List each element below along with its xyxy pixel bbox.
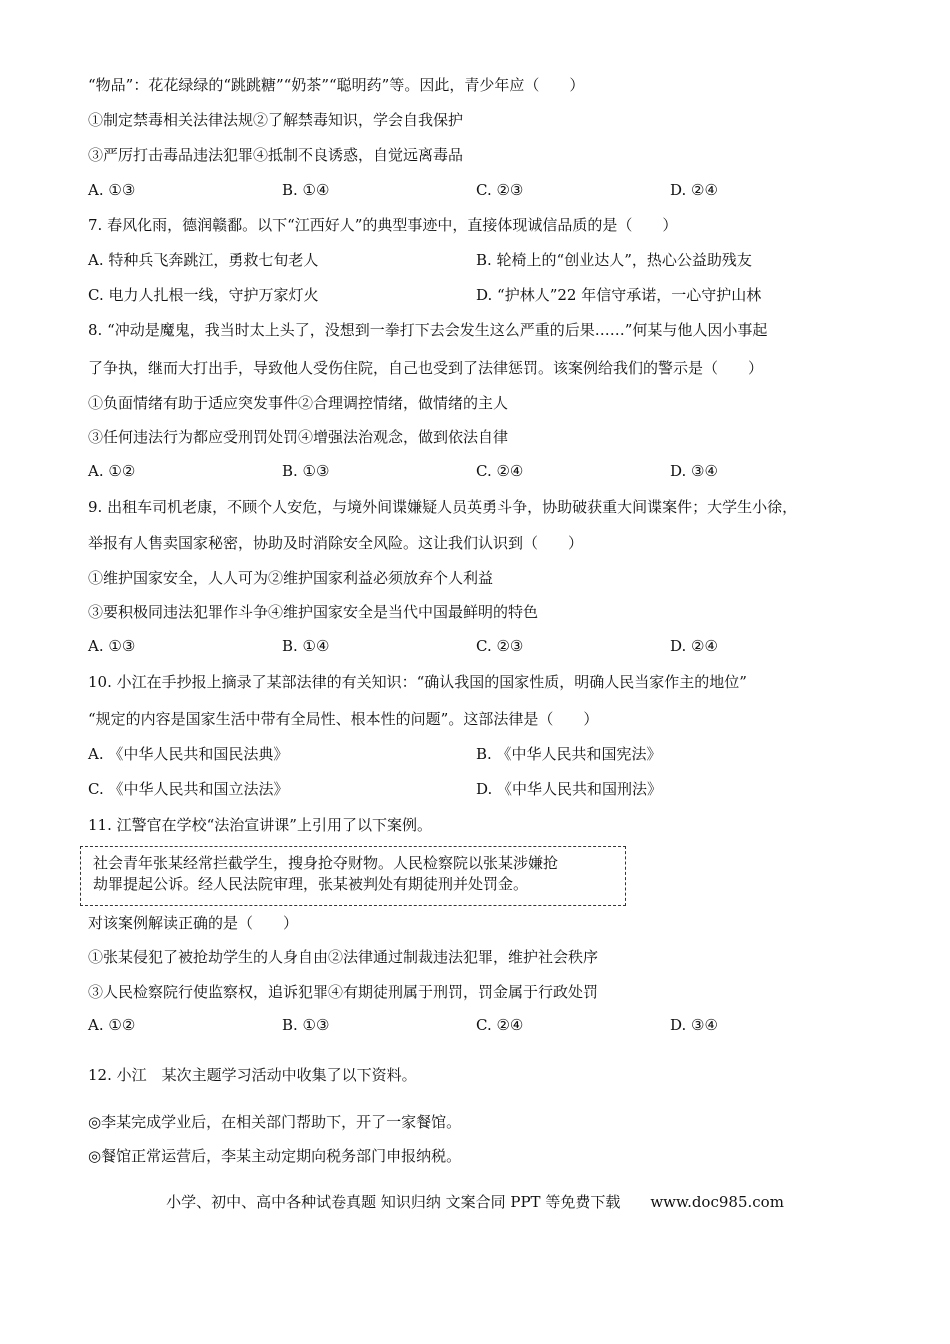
question-12-material-1: ◎李某完成学业后，在相关部门帮助下，开了一家餐馆。 — [88, 1113, 462, 1131]
q8-option-c: C. ②④ — [476, 462, 524, 480]
q7-option-b: B. 轮椅上的“创业达人”，热心公益助残友 — [476, 251, 752, 269]
question-9-stem-1: 9. 出租车司机老康，不顾个人安危，与境外间谍嫌疑人员英勇斗争，协助破获重大间谍案件；大学生小徐， — [88, 498, 798, 516]
question-8-stem-1: 8. “冲动是魔鬼，我当时太上头了，没想到一拳打下去会发生这么严重的后果……”何某与他人因小事起 — [88, 321, 768, 339]
question-6-statement-1: ①制定禁毒相关法律法规②了解禁毒知识，学会自我保护 — [88, 111, 464, 129]
question-9-statement-2: ③要积极同违法犯罪作斗争④维护国家安全是当代中国最鲜明的特色 — [88, 603, 539, 621]
q11-option-c: C. ②④ — [476, 1016, 524, 1034]
q10-option-c: C. 《中华人民共和国立法法》 — [88, 780, 289, 798]
q7-option-a: A. 特种兵飞奔跳江，勇救七旬老人 — [88, 251, 319, 269]
case-box — [80, 846, 626, 906]
question-10-stem-2: “规定的内容是国家生活中带有全局性、根本性的问题”。这部法律是（ ） — [88, 710, 599, 728]
question-7-stem: 7. 春风化雨，德润赣鄱。以下“江西好人”的典型事迹中，直接体现诚信品质的是（ ） — [88, 216, 678, 234]
q11-option-a: A. ①② — [88, 1016, 136, 1034]
question-9-statement-1: ①维护国家安全，人人可为②维护国家利益必须放弃个人利益 — [88, 569, 494, 587]
question-6-stem: “物品”：花花绿绿的“跳跳糖”“奶茶”“聪明药”等。因此，青少年应（ ） — [88, 76, 585, 94]
q8-option-d: D. ③④ — [670, 462, 718, 480]
question-12-stem: 12. 小江 某次主题学习活动中收集了以下资料。 — [88, 1066, 417, 1084]
q10-option-b: B. 《中华人民共和国宪法》 — [476, 745, 662, 763]
q6-option-d: D. ②④ — [670, 181, 718, 199]
q7-option-c: C. 电力人扎根一线，守护万家灯火 — [88, 286, 319, 304]
question-12-material-2: ◎餐馆正常运营后，李某主动定期向税务部门申报纳税。 — [88, 1147, 462, 1165]
question-9-stem-2: 举报有人售卖国家秘密，协助及时消除安全风险。这让我们认识到（ ） — [88, 534, 584, 552]
q6-option-b: B. ①④ — [282, 181, 330, 199]
q9-option-d: D. ②④ — [670, 637, 718, 655]
q11-option-b: B. ①③ — [282, 1016, 330, 1034]
q9-option-c: C. ②③ — [476, 637, 524, 655]
question-10-stem-1: 10. 小江在手抄报上摘录了某部法律的有关知识：“确认我国的国家性质，明确人民当家作主的地位” — [88, 673, 747, 691]
question-8-stem-2: 了争执，继而大打出手，导致他人受伤住院，自己也受到了法律惩罚。该案例给我们的警示是（ ） — [88, 359, 764, 377]
question-11-prompt: 对该案例解读正确的是（ ） — [88, 914, 299, 932]
case-box-line-1: 社会青年张某经常拦截学生，搜身抢夺财物。人民检察院以张某涉嫌抢 — [93, 854, 559, 872]
question-11-statement-1: ①张某侵犯了被抢劫学生的人身自由②法律通过制裁违法犯罪，维护社会秩序 — [88, 948, 599, 966]
q6-option-a: A. ①③ — [88, 181, 136, 199]
page-footer: 小学、初中、高中各种试卷真题 知识归纳 文案合同 PPT 等免费下载 www.doc985.com — [166, 1193, 784, 1211]
q9-option-a: A. ①③ — [88, 637, 136, 655]
question-8-statement-1: ①负面情绪有助于适应突发事件②合理调控情绪，做情绪的主人 — [88, 394, 509, 412]
q11-option-d: D. ③④ — [670, 1016, 718, 1034]
case-box-line-2: 劫罪提起公诉。经人民法院审理，张某被判处有期徒刑并处罚金。 — [93, 875, 529, 893]
question-11-statement-2: ③人民检察院行使监察权，追诉犯罪④有期徒刑属于刑罚，罚金属于行政处罚 — [88, 983, 599, 1001]
q7-option-d: D. “护林人”22 年信守承诺，一心守护山林 — [476, 286, 762, 304]
q9-option-b: B. ①④ — [282, 637, 330, 655]
question-11-stem: 11. 江警官在学校“法治宣讲课”上引用了以下案例。 — [88, 816, 432, 834]
q10-option-a: A. 《中华人民共和国民法典》 — [88, 745, 289, 763]
q8-option-b: B. ①③ — [282, 462, 330, 480]
question-6-statement-2: ③严厉打击毒品违法犯罪④抵制不良诱惑，自觉远离毒品 — [88, 146, 464, 164]
q10-option-d: D. 《中华人民共和国刑法》 — [476, 780, 663, 798]
q8-option-a: A. ①② — [88, 462, 136, 480]
q6-option-c: C. ②③ — [476, 181, 524, 199]
question-8-statement-2: ③任何违法行为都应受刑罚处罚④增强法治观念，做到依法自律 — [88, 428, 509, 446]
